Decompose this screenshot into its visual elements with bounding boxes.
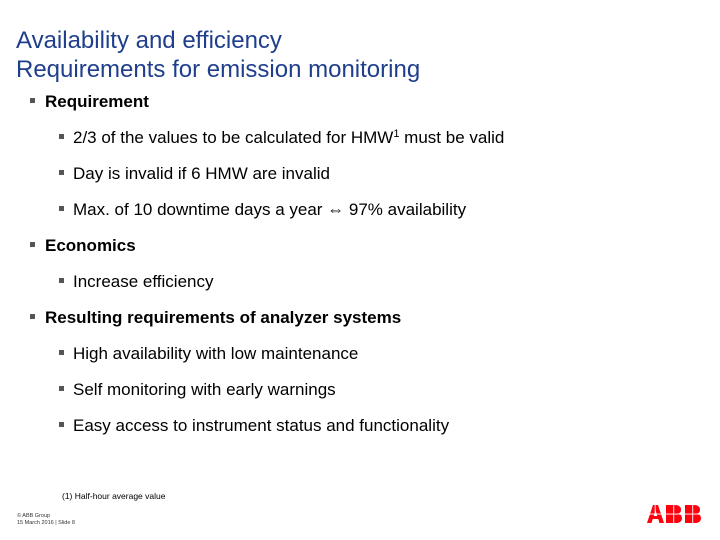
section-heading-analyzer-requirements [30,308,401,328]
title-line-1: Availability and efficiency [16,27,282,54]
list-item-text: Increase efficiency [73,272,214,291]
section-heading-text: Resulting requirements of analyzer systems [45,308,402,327]
list-item [59,416,449,436]
list-item [59,272,213,292]
section-heading-text: Requirement [45,92,149,111]
bullet-icon [59,422,64,427]
list-item-text: 2/3 of the values to be calculated for HMW$^1$ must be valid [73,128,505,147]
list-item-text: Max. of 10 downtime days a year ⇔ 97% availability [73,200,467,219]
bullet-icon [30,242,35,247]
bullet-icon [59,134,64,139]
copyright-line: © ABB Group [17,513,51,519]
list-item-text: High availability with low maintenance [73,344,359,363]
section-heading-requirement [30,92,149,112]
bullet-icon [59,278,64,283]
copyright-notice [17,513,75,527]
list-item [59,200,466,220]
list-item-text: Day is invalid if 6 HMW are invalid [73,164,330,183]
bullet-icon [59,170,64,175]
bullet-icon [30,98,35,103]
list-item [59,380,336,400]
bullet-icon [59,206,64,211]
list-item-text: Self monitoring with early warnings [73,380,336,399]
list-item [59,344,358,364]
bullet-icon [59,386,64,391]
slide-title [16,26,420,84]
footnote: (1) Half-hour average value [62,491,166,501]
title-line-2: Requirements for emission monitoring [16,56,421,83]
date-slide-line: 15 March 2016 | Slide 8 [17,520,75,526]
section-heading-economics [30,236,136,256]
section-heading-text: Economics [45,236,136,255]
abb-logo [647,505,703,523]
bullet-icon [59,350,64,355]
list-item-text: Easy access to instrument status and functionality [73,416,450,435]
bullet-icon [30,314,35,319]
list-item [59,128,504,148]
list-item [59,164,330,184]
